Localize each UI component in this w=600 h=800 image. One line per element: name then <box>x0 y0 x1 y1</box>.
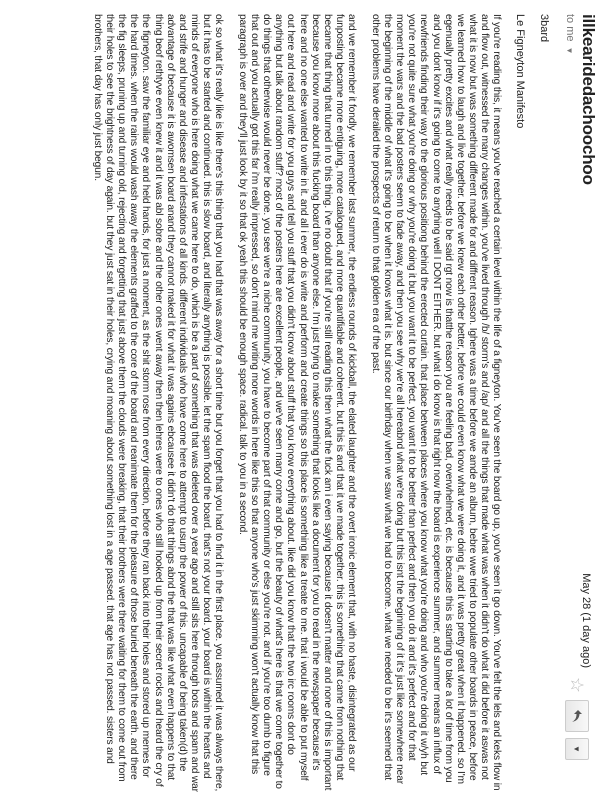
body-title: Le Figneyton Manifesto <box>514 14 526 129</box>
sender-name[interactable]: illkearidedachoochoo <box>579 14 598 185</box>
star-icon[interactable]: ☆ <box>567 676 588 694</box>
reply-arrow-icon <box>571 709 583 723</box>
body-paragraph: ok so what it's really like is like there's this thing that you had that was away for a short time but you forget that you had to find it in the first place. you assumed it was always there, but it has to be started and continued. this is slow board, and literally anything is possible. let the spam flood the board. that's not your board. your board is within the hearts and minds of everyone who is here doing what we came here to do, which is be a part of something that was deleted over a year ago and still sits here through bots and spam and war and strife and hunger and disease and infestations of all kinds. different individuals who have come here to attempt to usurp the power of this. uncapable of being taken(d) the advantage of because it is awomsen board anand they cannot maked it for what it was agains ebcausee it didn't do that things abnd the that was like what even happens to that thing beof rethtyve even knew it and it was abl sobre and the other ones went away then then lehres were to ones who still hooked up from their secret rocks and heard the cry of the figneyton. saw the familiar eye and held hands, for just a moment, as the shit storm rose from every direction, before they ran back into their holes and stored up memes for the hard times. when the rains would wash away the elements graffed to the core of the board and reanimate them for the pleasure of those buried beneath the earth. and there the fig sleeps, pruning up and turning old, rejecting and forgetting that just above them the clouds were breaking, that their brothers were there waiting for them to come out from their holes to see the brightness of day again. but they just sat in their holes, crying and moaning about something lost in a age passed. that age has not passed. sisters and brothers, that day has only just begun. <box>92 14 225 792</box>
more-actions-button[interactable] <box>565 738 589 760</box>
chevron-down-icon[interactable]: ▼ <box>565 46 574 55</box>
message-toolbar <box>564 676 590 794</box>
body-paragraph: If you're reading this, it means you've reached a certain level within the life of a figneyton. You've seen the board go up, you've seen it go down. You've felt the lels and keks flow in and flow out, witnessed the many changes within. you've lived through /b/ storm's and /ap/ and all the things that made what was when it didn't do what it did before it aswas not what it is now but was something different made for and diffrent reason. Ighere was a time before we amde an album, bebre wwe tried to populate other boards in peace, before we learned how to laugh and live together. before we knew each other better, before we could even know what we were doing it, and it was pretty great when it happened. so I'm egenually pretty excites and what really needs to be said rgt now is thatthe reason you are feeling bad, overwhelmed, etc. is because this is starting to take a lot of time from you and you dont know if it's going to come to anything well I DONT EITHER. but what i do know is that right now the board is experience summer, and summer means an influx of newfriends finding their way to the glorious positiong behind the erected curtain. that place between places where you know what you're doing and who you're doing it w/yh but you're not quite sure what you're doing or why you're doing it but you want it to be perfect. you want it to be better than perfect and then you do it and it's perfect and for that moment the wars and the bad posters seem to fade away, and then you see why we're all hereabnd what we're doing but this isnt the beginning of it it's just like somewhere near the beginning of the middle of what it's going to be when it knows what it is. but since our birthday when we saw what we had to become. what we needed to be it's seemed that other problems have derailed the prospects of return to that golden era of the past. <box>370 14 502 791</box>
dropdown-arrow-icon: ▼ <box>572 745 582 753</box>
recipient-details[interactable] <box>564 14 576 55</box>
reply-button[interactable] <box>565 700 589 732</box>
body-greeting: 3bard <box>538 14 550 43</box>
message-date: May 28 (1 day ago) <box>580 573 592 668</box>
body-paragraph: and we remember it fondly. we remember last summer, the endless rounds of kickball, the elated laughter and the overt ironic element that, with no haste, disintegrated as our funposting became more entiguing, more catalogued, and more quantifiable and coherent. but this is and that it we made together. this is something that came from nothing that became that thing that turned in to this thing. i've no doubt that if you're still reading this then what the fuck am i even saying because it doesn't matter and none of this is important because you know more about this fucking board than anyone else. I'm just trying to make something that looks like a document for you to read in the newspaper because it's here and no one else wanted to write in it. and all i ever do is write and perform and create things so this place is something like a treate to me. that i would be able to put myself out here and read and write for you guys and tell you stuff that you didn't know about stuff that you know everything about. like did you know that the two irc rooms dont do anything but talk about random stuff? most of the posters here are excellent people, and we've seen many come and go, but the beauty of what's here is that we come together to do things that otherwise would never be done. you see we're a niche community. you have to become part of that community or else you're not. and if you're too dumb to figure that out and you actually got this far i'm really impressed, so don't mind me writing more words in here like this so that anyone who's just skimming won't actually know that this paragraph is over and they'll just look by it so that ok yeah this should be enough space. radical. talk to you in a second. <box>237 14 357 791</box>
recipient-label: to me <box>564 14 576 42</box>
message-body <box>79 14 550 792</box>
